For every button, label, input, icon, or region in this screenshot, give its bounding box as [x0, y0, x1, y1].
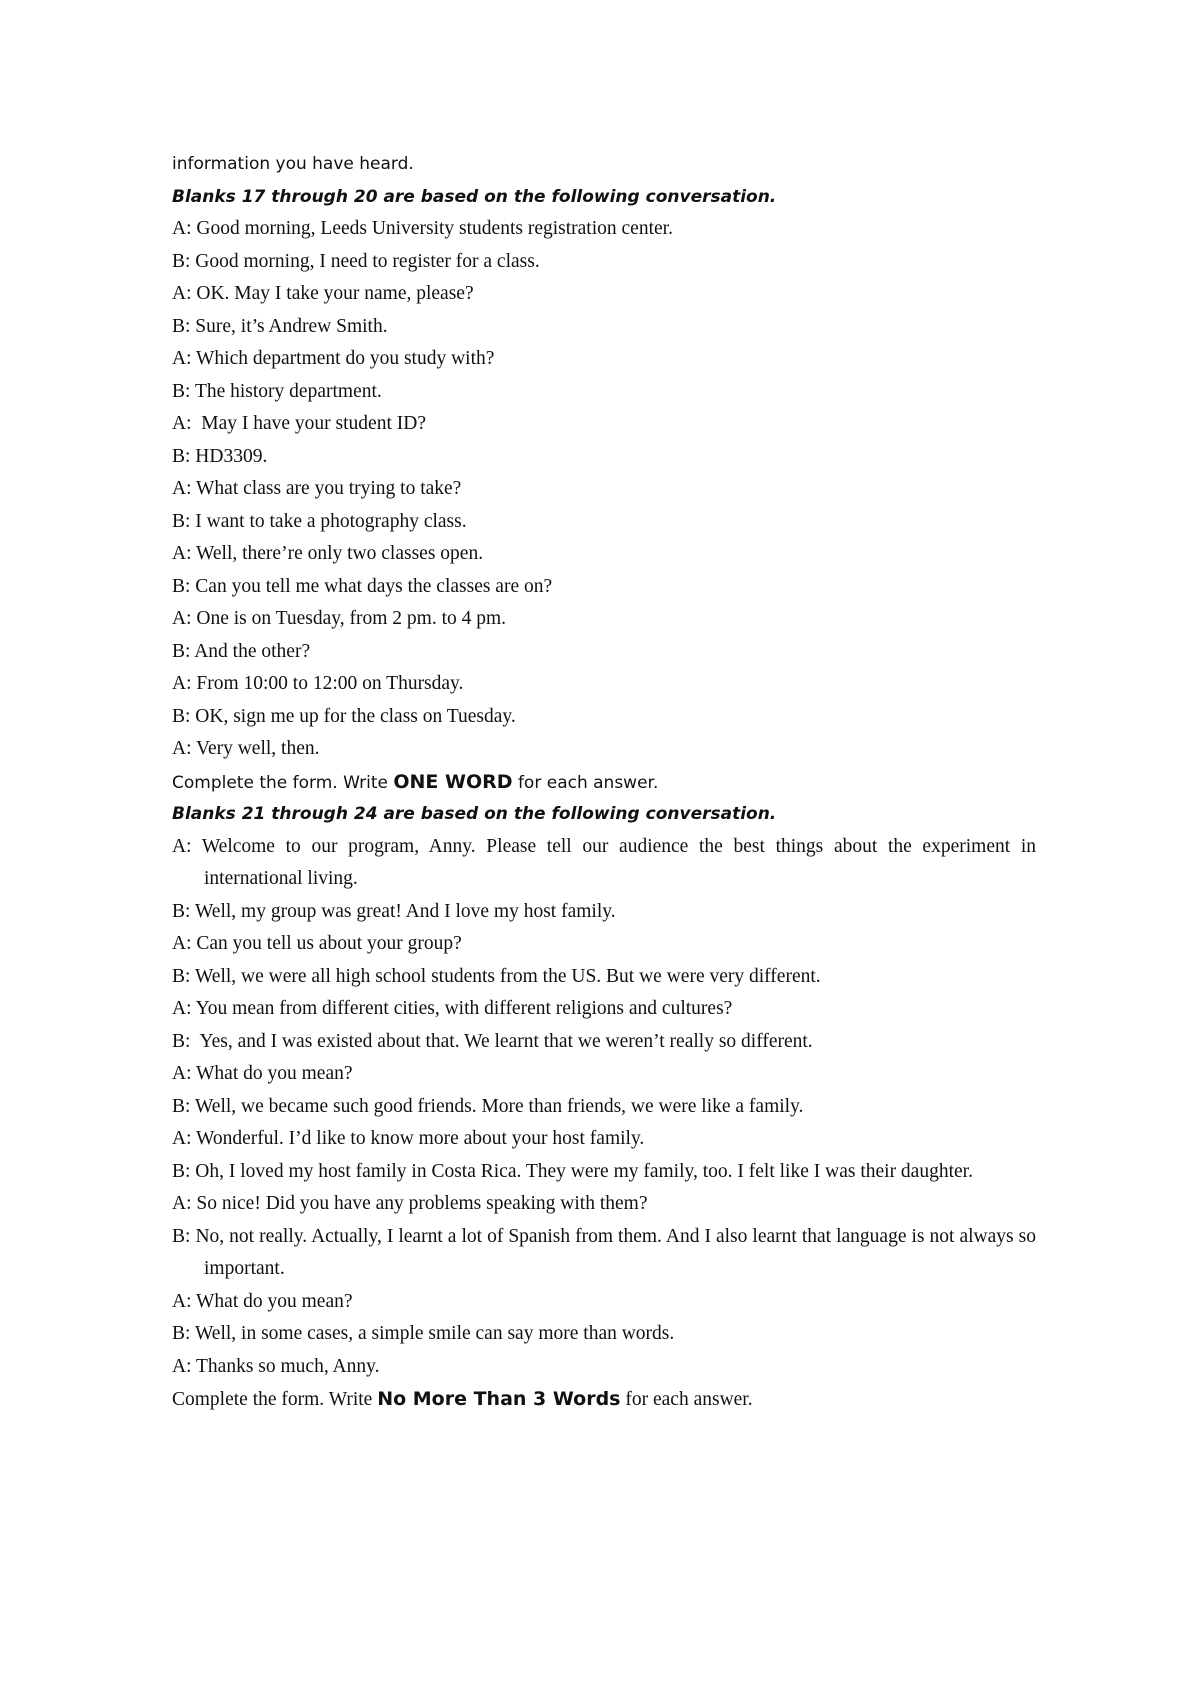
dialogue-line: B: Sure, it’s Andrew Smith. — [172, 315, 388, 337]
dialogue-line: B: HD3309. — [172, 445, 268, 467]
dialogue-line: A: What do you mean? — [172, 1290, 353, 1312]
instruction-text: for each answer. — [512, 772, 659, 793]
dialogue-line: A: Thanks so much, Anny. — [172, 1355, 380, 1377]
conversation-21-24 — [172, 831, 1036, 1384]
dialogue-line: B: And the other? — [172, 640, 311, 662]
dialogue-line: A: Which department do you study with? — [172, 348, 495, 369]
dialogue-line: B: Well, we were all high school students from the US. But we were very different. — [172, 965, 821, 987]
dialogue-line: A: What do you mean? — [172, 1063, 353, 1084]
section-heading-17-20: Blanks 17 through 20 are based on the following conversation. — [172, 186, 777, 207]
dialogue-line: A: Wonderful. I’d like to know more about your host family. — [172, 1128, 645, 1149]
document-page — [172, 148, 1036, 1416]
instruction-text: for each answer. — [620, 1389, 753, 1410]
dialogue-line: A: Welcome to our program, Anny. Please tell our audience the best things about the experiment in international living. — [172, 835, 1036, 889]
dialogue-line: B: Oh, I loved my host family in Costa Rica. They were my family, too. I felt like I was their daughter. — [172, 1160, 973, 1182]
instruction-emphasis: ONE WORD — [393, 770, 513, 793]
dialogue-line: A: What class are you trying to take? — [172, 478, 462, 499]
dialogue-line: B: Well, in some cases, a simple smile can say more than words. — [172, 1323, 675, 1344]
dialogue-line: B: The history department. — [172, 380, 382, 402]
instruction-text: Complete the form. Write — [172, 772, 394, 793]
dialogue-line: A: One is on Tuesday, from 2 pm. to 4 pm. — [172, 608, 507, 629]
dialogue-line: A: Can you tell us about your group? — [172, 933, 462, 954]
conversation-17-20 — [172, 213, 1036, 766]
dialogue-line: A: May I have your student ID? — [172, 413, 426, 434]
dialogue-line: B: Good morning, I need to register for a class. — [172, 250, 540, 272]
dialogue-line: A: From 10:00 to 12:00 on Thursday. — [172, 673, 464, 694]
dialogue-line: B: Well, my group was great! And I love my host family. — [172, 900, 616, 922]
instruction-emphasis: No More Than 3 Words — [377, 1388, 621, 1410]
dialogue-line: B: No, not really. Actually, I learnt a lot of Spanish from them. And I also learnt that language is not always so important. — [172, 1225, 1036, 1279]
dialogue-line: A: Good morning, Leeds University students registration center. — [172, 218, 673, 239]
instruction-17-20 — [172, 766, 1036, 799]
dialogue-line: B: OK, sign me up for the class on Tuesday. — [172, 705, 516, 727]
dialogue-line: B: Well, we became such good friends. More than friends, we were like a family. — [172, 1095, 804, 1117]
dialogue-line: A: You mean from different cities, with different religions and cultures? — [172, 998, 733, 1019]
section-heading-21-24: Blanks 21 through 24 are based on the following conversation. — [172, 804, 777, 824]
dialogue-line: B: I want to take a photography class. — [172, 510, 467, 532]
dialogue-line: A: Well, there’re only two classes open. — [172, 543, 484, 564]
dialogue-line: B: Yes, and I was existed about that. We learnt that we weren’t really so different. — [172, 1030, 813, 1052]
dialogue-line: B: Can you tell me what days the classes are on? — [172, 575, 553, 597]
dialogue-line: A: OK. May I take your name, please? — [172, 283, 474, 304]
dialogue-line: A: So nice! Did you have any problems speaking with them? — [172, 1193, 648, 1214]
instruction-21-24 — [172, 1383, 1036, 1416]
instruction-text: Complete the form. Write — [172, 1389, 378, 1410]
dialogue-line: A: Very well, then. — [172, 738, 320, 759]
intro-text: information you have heard. — [172, 154, 414, 174]
